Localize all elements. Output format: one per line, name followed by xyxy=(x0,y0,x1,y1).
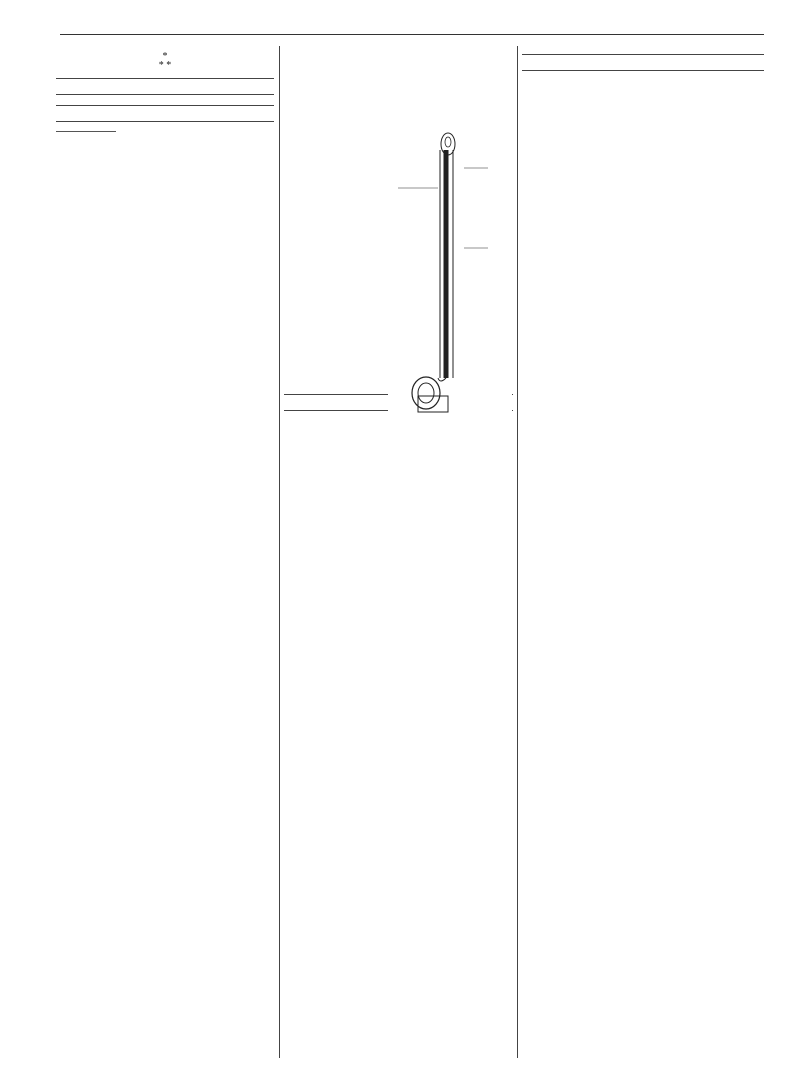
page-header xyxy=(60,10,764,32)
footnote-rule xyxy=(56,131,116,132)
section-title xyxy=(522,54,764,71)
manometer-figure xyxy=(388,128,512,420)
header-rule xyxy=(60,34,764,35)
column-right xyxy=(522,46,764,77)
correction-table xyxy=(284,140,382,142)
column-left xyxy=(56,46,274,136)
section-title xyxy=(56,105,274,122)
column-divider xyxy=(517,46,518,1058)
column-divider xyxy=(279,46,280,1058)
section-title xyxy=(56,78,274,95)
column-middle xyxy=(284,46,513,417)
section-stars: * * * xyxy=(158,51,172,71)
figure-block xyxy=(284,46,513,386)
